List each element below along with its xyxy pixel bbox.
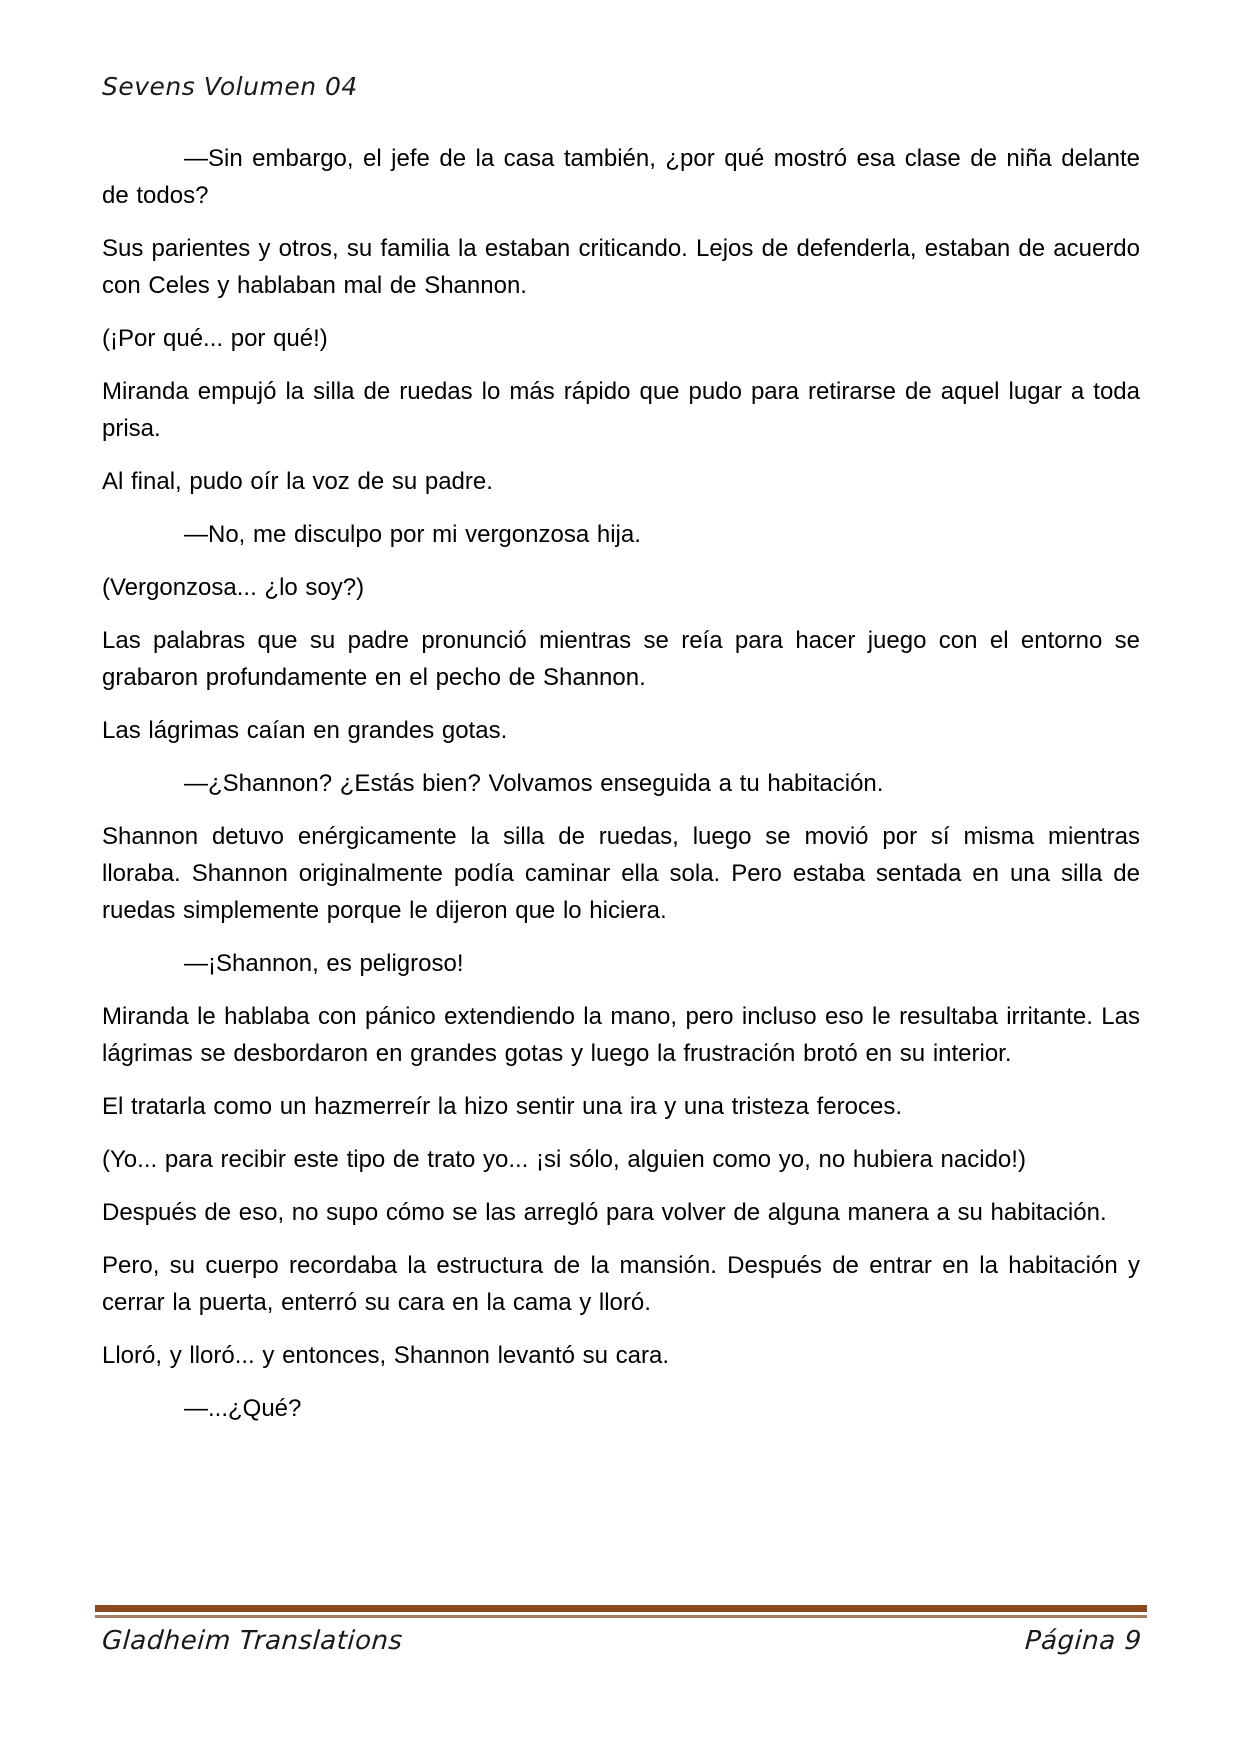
- header-title: Sevens Volumen 04: [102, 72, 358, 101]
- footer-page-number: Página 9: [1024, 1626, 1144, 1656]
- body-paragraph: Miranda le hablaba con pánico extendiendo la mano, pero incluso eso le resultaba irritante. Las lágrimas se desbordaron en grandes gotas y luego la frustración brotó en su interior.: [102, 1003, 1140, 1067]
- body-paragraph: Después de eso, no supo cómo se las arregló para volver de alguna manera a su habitación.: [102, 1199, 1107, 1226]
- footer-translator-credit: Gladheim Translations: [100, 1626, 404, 1656]
- footer-divider: [95, 1605, 1147, 1619]
- page-header: [102, 72, 1141, 101]
- body-paragraph: (¡Por qué... por qué!): [102, 325, 328, 352]
- body-paragraph: (Yo... para recibir este tipo de trato yo... ¡si sólo, alguien como yo, no hubiera nacido!): [102, 1146, 1026, 1173]
- dialogue-paragraph: —Sin embargo, el jefe de la casa también, ¿por qué mostró esa clase de niña delante de todos?: [102, 145, 1140, 209]
- body-paragraph: El tratarla como un hazmerreír la hizo sentir una ira y una tristeza feroces.: [102, 1093, 903, 1120]
- body-paragraph: Miranda empujó la silla de ruedas lo más rápido que pudo para retirarse de aquel lugar a toda prisa.: [102, 378, 1140, 442]
- body-paragraph: (Vergonzosa... ¿lo soy?): [102, 574, 365, 601]
- dialogue-paragraph: —¿Shannon? ¿Estás bien? Volvamos enseguida a tu habitación.: [184, 770, 884, 797]
- body-paragraph: Lloró, y lloró... y entonces, Shannon levantó su cara.: [102, 1342, 669, 1369]
- body-paragraph: Sus parientes y otros, su familia la estaban criticando. Lejos de defenderla, estaban de acuerdo con Celes y hablaban mal de Shannon.: [102, 235, 1140, 299]
- dialogue-paragraph: —¡Shannon, es peligroso!: [184, 950, 464, 977]
- footer-divider-thick-line: [95, 1605, 1147, 1612]
- dialogue-paragraph: —No, me disculpo por mi vergonzosa hija.: [184, 521, 641, 548]
- page-footer: [102, 1626, 1142, 1656]
- body-paragraph: Pero, su cuerpo recordaba la estructura de la mansión. Después de entrar en la habitación y cerrar la puerta, enterró su cara en la cama y lloró.: [102, 1252, 1140, 1316]
- body-paragraph: Shannon detuvo enérgicamente la silla de ruedas, luego se movió por sí misma mientras lloraba. Shannon originalmente podía caminar ella sola. Pero estaba sentada en una silla de ruedas simplemente porque le dijeron que lo hiciera.: [102, 823, 1140, 924]
- body-paragraph: Al final, pudo oír la voz de su padre.: [102, 468, 493, 495]
- body-paragraph: Las lágrimas caían en grandes gotas.: [102, 717, 508, 744]
- dialogue-paragraph: —...¿Qué?: [184, 1395, 302, 1422]
- footer-divider-thin-line: [95, 1615, 1147, 1618]
- body-paragraph: Las palabras que su padre pronunció mientras se reía para hacer juego con el entorno se grabaron profundamente en el pecho de Shannon.: [102, 627, 1140, 691]
- page-body: [102, 140, 1140, 1443]
